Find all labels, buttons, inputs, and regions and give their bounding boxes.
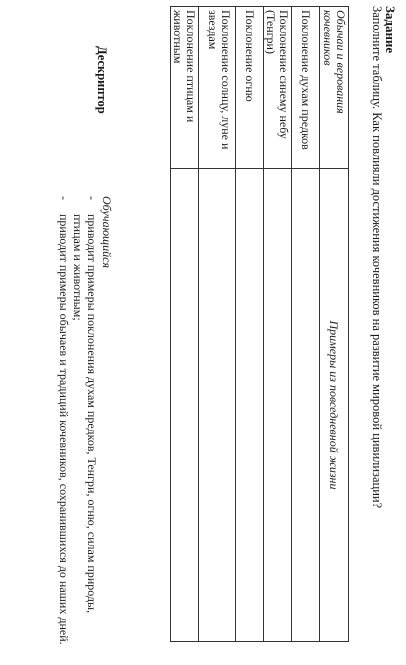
- header-examples: Примеры из повседневной жизни: [320, 169, 349, 642]
- example-cell[interactable]: [236, 169, 264, 642]
- descriptor-item: [57, 196, 71, 646]
- task-title: Задание: [383, 6, 398, 54]
- descriptor-label: Дескриптор: [95, 46, 109, 114]
- table-row: [171, 7, 199, 642]
- descriptor-box: [57, 196, 114, 646]
- descriptor-heading: Обучающийся: [100, 196, 114, 269]
- task-text: Заполните таблицу. Как повлияли достижения кочевников на развитие мировой цивилизации?: [370, 6, 384, 509]
- descriptor-item-text: приводит примеры обычаев и традиций кочевников, сохранившихся до наших дней.: [57, 214, 71, 645]
- dash-bullet-icon: -: [85, 196, 99, 200]
- descriptor-item-text: приводит примеры поклонения духам предков, Тенгри, огню, силам природы, птицам и животным;: [71, 214, 99, 614]
- dash-bullet-icon: -: [57, 196, 71, 200]
- customs-table: [170, 6, 349, 642]
- table-header-row: [320, 7, 349, 642]
- table-row: [236, 7, 264, 642]
- example-cell[interactable]: [264, 169, 292, 642]
- header-customs: Обычаи и верования кочевников: [320, 7, 349, 169]
- example-cell[interactable]: [292, 169, 320, 642]
- custom-cell: Поклонение синему небу (Тенгри): [264, 7, 292, 169]
- table-row: [264, 7, 292, 642]
- example-cell[interactable]: [199, 169, 236, 642]
- custom-cell: Поклонение солнцу, луне и звездам: [199, 7, 236, 169]
- table-row: [199, 7, 236, 642]
- custom-cell: Поклонение духам предков: [292, 7, 320, 169]
- table-row: [292, 7, 320, 642]
- custom-cell: Поклонение птицам и животным: [171, 7, 199, 169]
- custom-cell: Поклонение огню: [236, 7, 264, 169]
- example-cell[interactable]: [171, 169, 199, 642]
- descriptor-item: [71, 196, 99, 646]
